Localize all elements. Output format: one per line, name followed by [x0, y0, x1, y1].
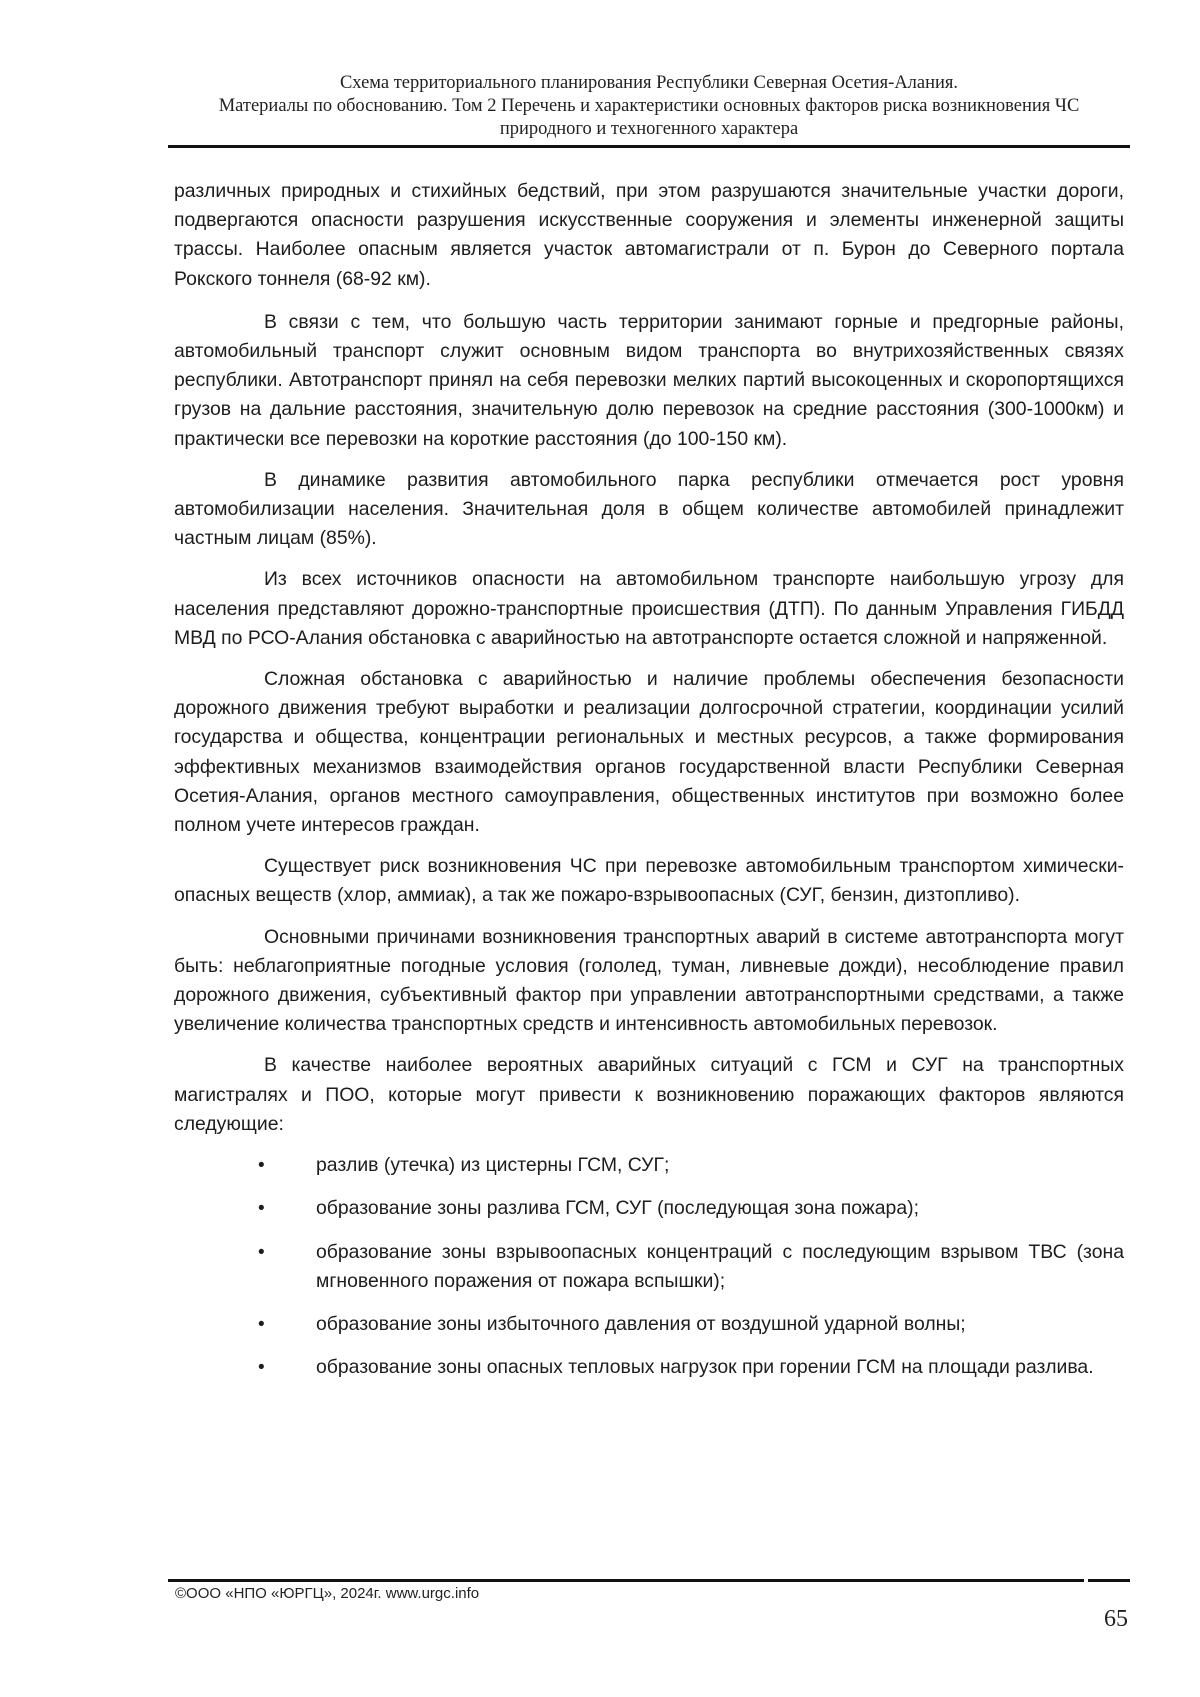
header-divider — [168, 145, 1130, 148]
paragraph: Сложная обстановка с аварийностью и наличие проблемы обеспечения безопасности дорожного движения требуют выработки и реализации долгосрочной стратегии, координации усилий государства и общества, концентрации региональных и местных ресурсов, а также формирования эффективных механизмов взаимодействия органов государственной власти Республики Северная Осетия-Алания, органов местного самоуправления, общественных институтов при возможно более полном учете интересов граждан. — [174, 668, 1124, 837]
list-item — [174, 1194, 1124, 1223]
list-item — [174, 1353, 1124, 1382]
header-line-3: природного и техногенного характера — [499, 119, 799, 139]
list-item-text: образование зоны разлива ГСМ, СУГ (последующая зона пожара); — [316, 1197, 919, 1220]
page-body — [174, 177, 1124, 1396]
footer-divider — [168, 1579, 1130, 1582]
list-item-text: образование зоны взрывоопасных концентраций с последующим взрывом ТВС (зона мгновенного поражения от пожара вспышки); — [316, 1240, 1124, 1292]
footer-copyright: ©ООО «НПО «ЮРГЦ», 2024г. www.urgc.info — [175, 1585, 480, 1602]
paragraph: Из всех источников опасности на автомобильном транспорте наибольшую угрозу для населения представляют дорожно-транспортные происшествия (ДТП). По данным Управления ГИБДД МВД по РСО-Алания обстановка с аварийностью на автотранспорте остается сложной и напряженной. — [174, 568, 1124, 649]
paragraph: В связи с тем, что большую часть территории занимают горные и предгорные районы, автомобильный транспорт служит основным видом транспорта во внутрихозяйственных связях республики. Автотранспорт принял на себя перевозки мелких партий высокоценных и скоропортящихся грузов на дальние расстояния, значительную долю перевозок на средние расстояния (300-1000км) и практически все перевозки на короткие расстояния (до 100-150 км). — [174, 310, 1124, 450]
bullet-icon: • — [258, 1241, 265, 1263]
bullet-icon: • — [258, 1357, 265, 1379]
paragraph: В динамике развития автомобильного парка республики отмечается рост уровня автомобилизации населения. Значительная доля в общем количестве автомобилей принадлежит частным лицам (85%). — [174, 468, 1124, 550]
footer-divider-gap — [1084, 1579, 1088, 1582]
header-line-2: Материалы по обоснованию. Том 2 Перечень и характеристики основных факторов риска возникновения ЧС — [218, 96, 1080, 116]
page-number: 65 — [1104, 1606, 1128, 1632]
list-item — [174, 1310, 1124, 1339]
header-line-1: Схема территориального планирования Республики Северная Осетия-Алания. — [339, 73, 959, 93]
list-item-text: образование зоны опасных тепловых нагрузок при горении ГСМ на площади разлива. — [316, 1356, 1094, 1379]
bullet-icon: • — [258, 1198, 265, 1220]
paragraph: Основными причинами возникновения транспортных аварий в системе автотранспорта могут быть: неблагоприятные погодные условия (гололед, туман, ливневые дожди), несоблюдение правил дорожного движения, субъективный фактор при управлении автотранспортными средствами, а также увеличение количества транспортных средств и интенсивность автомобильных перевозок. — [174, 925, 1124, 1036]
bullet-icon: • — [258, 1313, 265, 1335]
paragraph: В качестве наиболее вероятных аварийных ситуаций с ГСМ и СУГ на транспортных магистралях и ПОО, которые могут привести к возникновению поражающих факторов являются следующие: — [174, 1054, 1124, 1135]
list-item — [174, 1151, 1124, 1180]
paragraph: различных природных и стихийных бедствий, при этом разрушаются значительные участки дороги, подвергаются опасности разрушения искусственные сооружения и элементы инженерной защиты трассы. Наиболее опасным является участок автомагистрали от п. Бурон до Северного портала Рокского тоннеля (68-92 км). — [174, 180, 1124, 290]
list-item-text: разлив (утечка) из цистерны ГСМ, СУГ; — [316, 1154, 670, 1177]
bullet-list — [174, 1151, 1124, 1382]
bullet-icon: • — [258, 1155, 265, 1177]
page-header — [170, 72, 1128, 141]
paragraph: Существует риск возникновения ЧС при перевозке автомобильным транспортом химически-опасных веществ (хлор, аммиак), а так же пожаро-взрывоопасных (СУГ, бензин, дизтопливо). — [174, 855, 1124, 907]
list-item-text: образование зоны избыточного давления от воздушной ударной волны; — [316, 1312, 966, 1335]
list-item — [174, 1238, 1124, 1296]
